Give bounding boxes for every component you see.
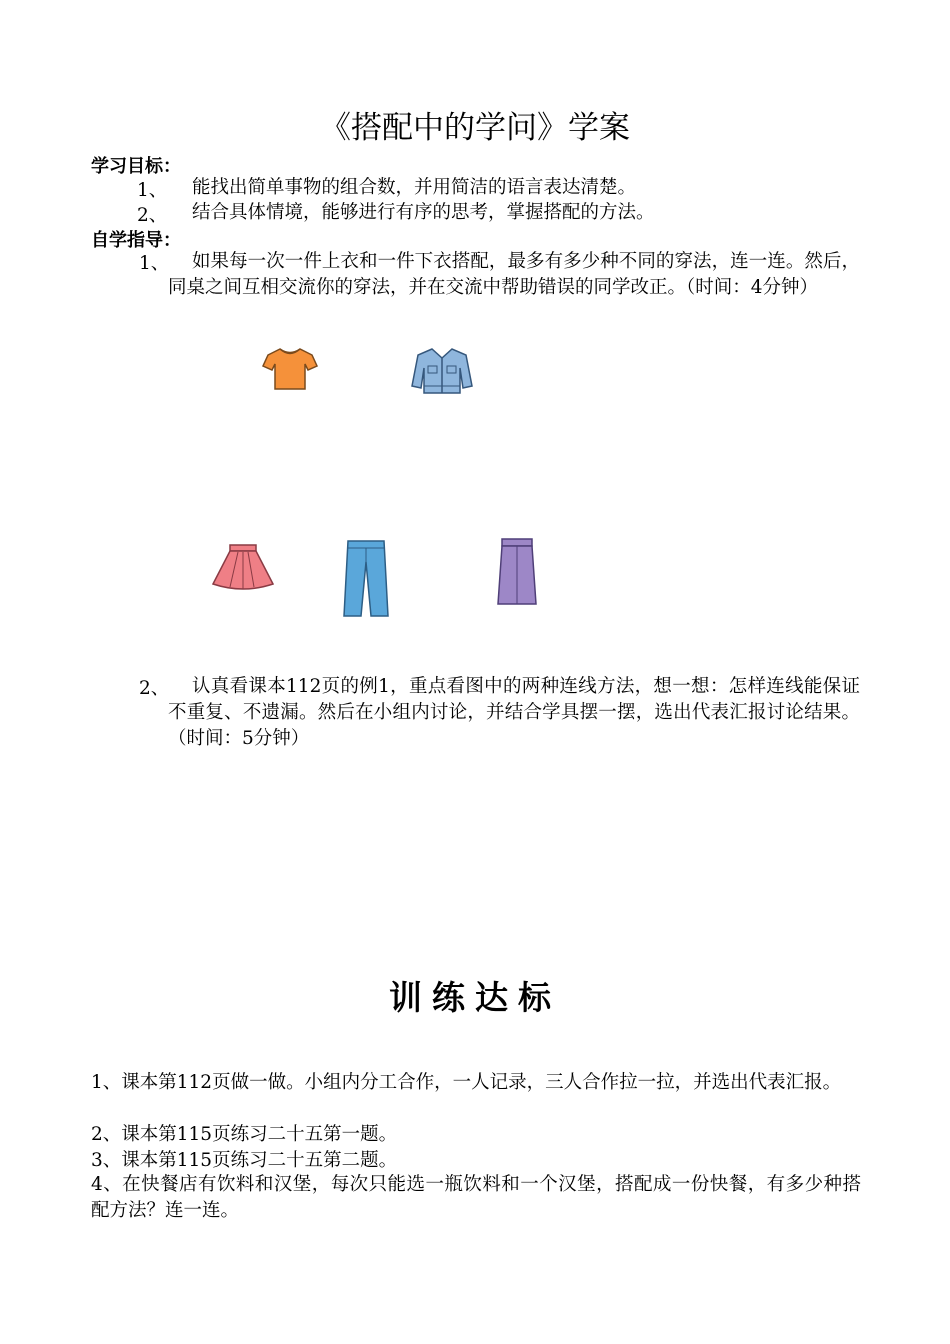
purple-skirt-icon — [494, 536, 540, 608]
training-item-1: 1、课本第112页做一做。小组内分工合作，一人记录，三人合作拉一拉，并选出代表汇报。 — [91, 1072, 842, 1093]
denim-jacket-icon — [410, 346, 474, 396]
page-title: 《搭配中的学问》学案 — [320, 110, 630, 146]
guide-1-number: 1、 — [139, 253, 170, 274]
guide-2-text: 认真看课本112页的例1，重点看图中的两种连线方法，想一想：怎样连线能保证不重复、不遗漏。然后在小组内讨论，并结合学具摆一摆，选出代表汇报讨论结果。（时间：5分钟） — [168, 676, 860, 749]
training-item-4: 4、在快餐店有饮料和汉堡，每次只能选一瓶饮料和一个汉堡，搭配成一份快餐，有多少种搭配方法？连一连。 — [91, 1174, 861, 1221]
orange-tshirt-icon — [262, 346, 318, 392]
goal-1-number: 1、 — [137, 180, 168, 201]
goal-2-text: 结合具体情境，能够进行有序的思考，掌握搭配的方法。 — [192, 202, 655, 223]
training-item-3: 3、课本第115页练习二十五第二题。 — [91, 1150, 398, 1171]
goal-1-text: 能找出简单事物的组合数，并用简洁的语言表达清楚。 — [192, 177, 637, 198]
guide-1-text: 如果每一次一件上衣和一件下衣搭配，最多有多少种不同的穿法，连一连。然后，同桌之间互相交流你的穿法，并在交流中帮助错误的同学改正。（时间：4分钟） — [168, 251, 860, 298]
training-heading: 训练达标 — [389, 978, 561, 1017]
guide-heading: 自学指导： — [91, 230, 181, 251]
blue-jeans-icon — [340, 538, 392, 620]
pink-skirt-icon — [210, 542, 276, 594]
training-item-2: 2、课本第115页练习二十五第一题。 — [91, 1124, 398, 1145]
goals-heading: 学习目标： — [91, 156, 181, 177]
guide-2-number: 2、 — [139, 678, 170, 699]
goal-2-number: 2、 — [137, 205, 168, 226]
